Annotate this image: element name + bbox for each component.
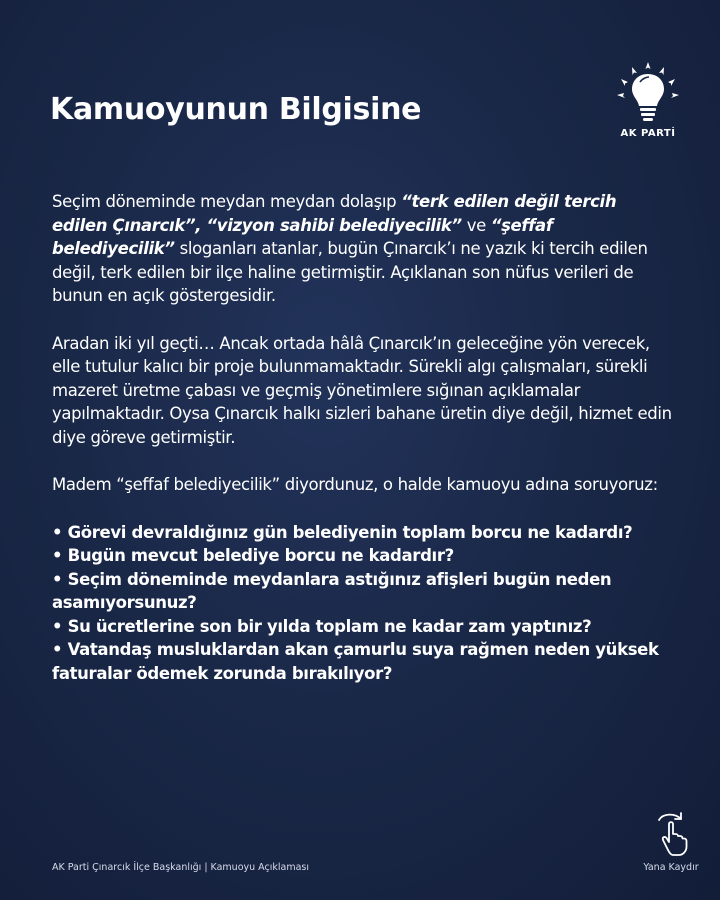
question-item: • Su ücretlerine son bir yılda toplam ne kadar zam yaptınız? bbox=[52, 616, 592, 636]
paragraph-3: Madem “şeffaf belediyecilik” diyordunuz, o halde kamuoyu adına soruyoruz: bbox=[52, 475, 658, 494]
paragraph-1 bbox=[52, 190, 672, 308]
slogan-2: “vizyon sahibi belediyecilik” bbox=[206, 215, 462, 235]
footer-caption: AK Parti Çınarcık İlçe Başkanlığı | Kamuoyu Açıklaması bbox=[52, 862, 309, 873]
statement-body bbox=[52, 190, 672, 685]
swipe-hint[interactable] bbox=[636, 810, 706, 873]
text-run: ve bbox=[461, 215, 491, 235]
page-title: Kamuoyunun Bilgisine bbox=[50, 92, 422, 127]
logo-text: AK PARTİ bbox=[620, 128, 676, 139]
text-run: sloganları atanlar, bugün Çınarcık’ı ne yazık ki tercih edilen değil, terk edilen bir ilçe haline getirmiştir. Açıklanan son nüfus verileri de bunun en açık göstergesidir. bbox=[52, 239, 648, 305]
text-run: Seçim döneminde meydan meydan dolaşıp bbox=[52, 192, 402, 211]
question-item: • Bugün mevcut belediye borcu ne kadardır? bbox=[52, 546, 454, 565]
question-item: • Seçim döneminde meydanlara astığınız afişleri bugün neden asamıyorsunuz? bbox=[52, 569, 612, 612]
paragraph-2: Aradan iki yıl geçti… Ancak ortada hâlâ Çınarcık’ın geleceğine yön verecek, elle tutulur kalıcı bir proje bulunmamaktadır. Sürekli algı çalışmaları, sürekli mazeret üretme çabası ve geçmiş yönetimlere sığınan açıklamalar yapılmaktadır. Oysa Çınarcık halkı sizleri bahane üretin diye değil, hizmet edin diye göreve getirmiştir. bbox=[52, 333, 672, 447]
party-logo bbox=[610, 60, 686, 139]
question-item: • Vatandaş musluklardan akan çamurlu suya rağmen neden yüksek faturalar ödemek zorunda bırakılıyor? bbox=[52, 640, 659, 683]
question-item: • Görevi devraldığınız gün belediyenin toplam borcu ne kadardı? bbox=[52, 522, 633, 542]
question-list bbox=[52, 521, 672, 686]
text-run: , bbox=[195, 215, 207, 235]
slogan-1: “terk edilen değil tercih edilen Çınarcık” bbox=[52, 192, 617, 235]
slogan-3: “şeffaf belediyecilik” bbox=[52, 215, 553, 258]
swipe-hand-icon bbox=[651, 810, 691, 860]
swipe-label: Yana Kaydır bbox=[643, 862, 699, 873]
ak-parti-bulb-icon bbox=[613, 60, 683, 126]
